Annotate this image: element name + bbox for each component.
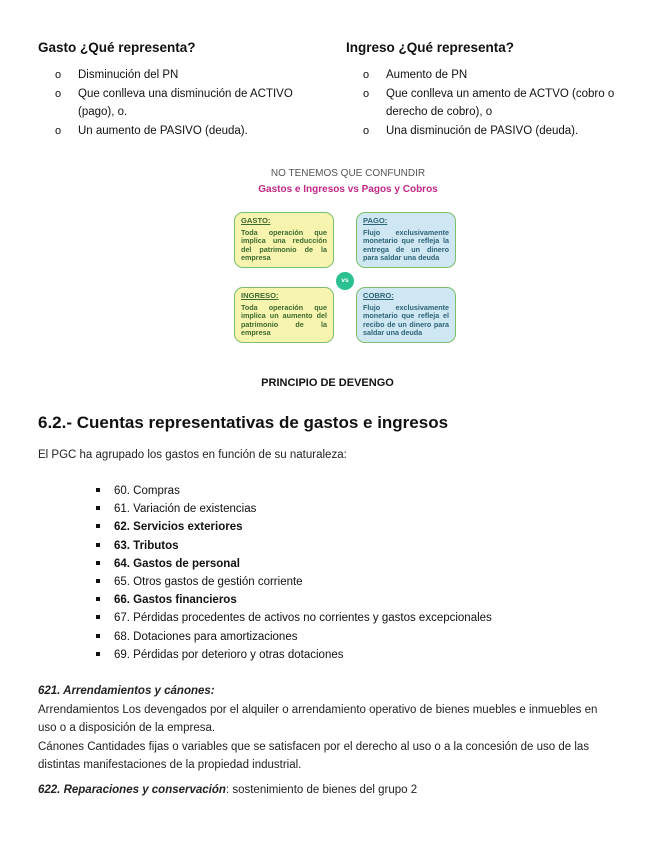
subsection-621-line: distintas manifestaciones de la propiedad industrial. [38,759,302,771]
gasto-box-title: GASTO: [241,216,271,225]
subsection-621 [38,682,620,775]
list-item-continuation: derecho de cobro), o [386,106,493,118]
gasto-box [234,212,334,268]
figure-caption: PRINCIPIO DE DEVENGO [261,377,394,389]
figure-subtitle: Gastos e Ingresos vs Pagos y Cobros [258,184,438,195]
subsection-622-text: : sostenimiento de bienes del grupo 2 [225,784,418,796]
ingreso-box-text: Toda operación que implica un aumento del patrimonio de la empresa [241,302,327,338]
list-marker: o [363,69,370,81]
list-item: o Un aumento de PASIVO (deuda). [38,122,328,141]
figure-top-title: NO TENEMOS QUE CONFUNDIR [270,168,426,179]
list-item: o Que conlleva un amento de ACTVO (cobro o [346,85,636,104]
list-marker: o [363,87,370,100]
cobro-box-text: Flujo exclusivamente monetario que refleja el recibo de un dinero para saldar una deuda [363,302,449,338]
subsection-621-title: 621. Arrendamientos y cánones: [38,685,215,697]
list-item: o Una disminución de PASIVO (deuda). [346,122,636,141]
account-item: 64. Gastos de personal [96,555,492,573]
list-item: o Que conlleva una disminución de ACTIVO [38,85,328,104]
pago-box-title: PAGO: [363,216,388,225]
pago-box [356,212,456,268]
comparison-figure [230,168,466,353]
subsection-621-line: uso o a disposición de la empresa. [38,722,216,734]
list-marker: o [55,124,62,137]
account-item: 60. Compras [96,482,492,500]
section-heading: 6.2.- Cuentas representativas de gastos e ingresos [38,413,449,432]
ingreso-list [346,66,636,140]
pago-box-text: Flujo exclusivamente monetario que refleja la entrega de un dinero para saldar una deuda [363,227,449,263]
account-item: 69. Pérdidas por deterioro y otras dotaciones [96,646,492,664]
subsection-622 [38,781,620,800]
vs-badge: vs [336,272,354,290]
account-item: 67. Pérdidas procedentes de activos no corrientes y gastos excepcionales [96,609,492,627]
accounts-list [96,482,492,664]
account-item: 61. Variación de existencias [96,500,492,518]
ingreso-box-title: INGRESO: [241,291,279,300]
subsection-621-line: Arrendamientos Los devengados por el alquiler o arrendamiento operativo de bienes muebles e inmuebles en [38,703,598,716]
section-intro: El PGC ha agrupado los gastos en función de su naturaleza: [38,449,347,461]
gasto-list [38,66,328,140]
account-item: 63. Tributos [96,537,492,555]
list-item: o Disminución del PN [38,66,328,85]
subsection-622-title: 622. Reparaciones y conservación [38,784,226,796]
list-item-continuation: (pago), o. [78,106,128,118]
ingreso-title: Ingreso ¿Qué representa? [346,40,515,55]
account-item: 62. Servicios exteriores [96,518,492,536]
list-marker: o [55,87,62,100]
cobro-box-title: COBRO: [363,291,394,300]
account-item: 66. Gastos financieros [96,591,492,609]
gasto-box-text: Toda operación que implica una reducción del patrimonio de la empresa [241,227,327,263]
list-marker: o [363,124,370,137]
account-item: 68. Dotaciones para amortizaciones [96,628,492,646]
cobro-box [356,287,456,343]
account-item: 65. Otros gastos de gestión corriente [96,573,492,591]
list-item: o Aumento de PN [346,66,636,85]
subsection-621-line: Cánones Cantidades fijas o variables que se satisfacen por el derecho al uso o a la concesión de uso de las [38,740,590,753]
list-marker: o [55,69,62,81]
gasto-title: Gasto ¿Qué representa? [38,40,196,55]
ingreso-box [234,287,334,343]
